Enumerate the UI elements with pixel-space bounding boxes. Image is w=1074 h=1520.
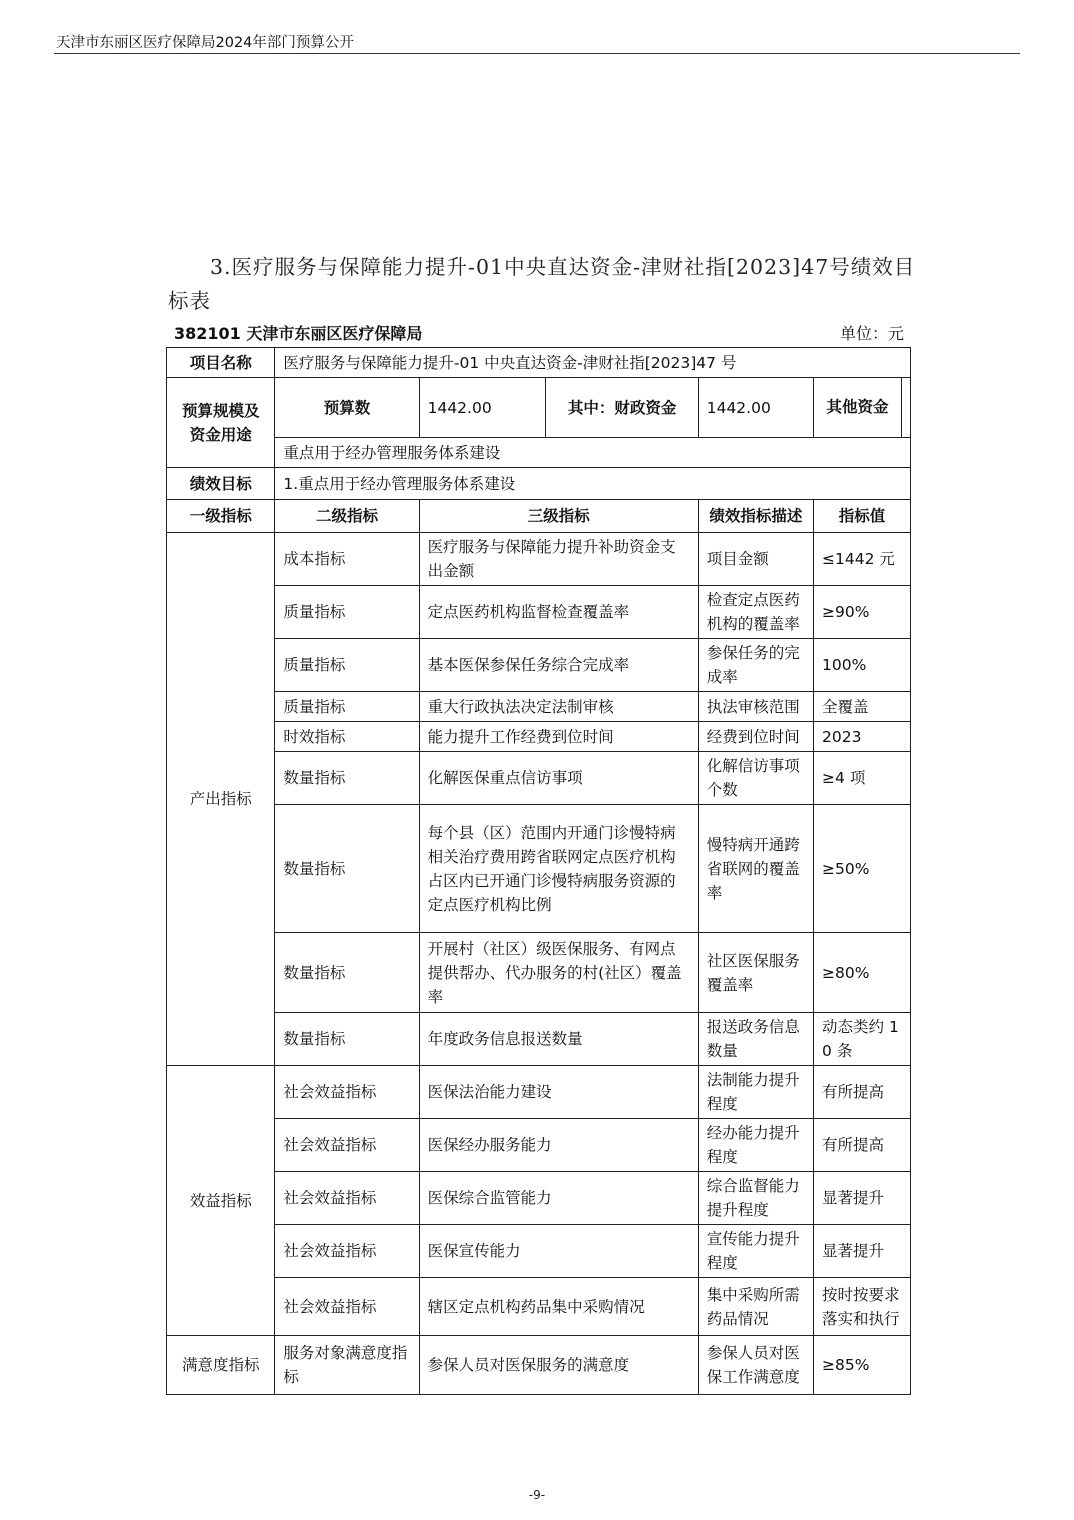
indicator-value: 动态类约 10 条: [814, 1013, 911, 1066]
budget-label: 预算规模及资金用途: [167, 378, 275, 468]
budget-num-value: 1442.00: [419, 378, 546, 438]
indicator-row: [167, 586, 911, 639]
column-header-row: [167, 500, 911, 533]
org-name: 382101 天津市东丽区医疗保障局: [174, 324, 423, 343]
level3-indicator: 辖区定点机构药品集中采购情况: [419, 1278, 698, 1336]
performance-table: [166, 347, 911, 1395]
indicator-description: 社区医保服务覆盖率: [698, 933, 813, 1013]
indicator-description: 集中采购所需药品情况: [698, 1278, 813, 1336]
indicator-row: [167, 1336, 911, 1395]
indicator-description: 慢特病开通跨省联网的覆盖率: [698, 805, 813, 933]
indicator-row: [167, 1119, 911, 1172]
indicator-description: 检查定点医药机构的覆盖率: [698, 586, 813, 639]
indicator-row: [167, 1172, 911, 1225]
level2-indicator: 数量指标: [275, 805, 419, 933]
level3-indicator: 基本医保参保任务综合完成率: [419, 639, 698, 692]
level2-indicator: 社会效益指标: [275, 1225, 419, 1278]
level3-indicator: 医保经办服务能力: [419, 1119, 698, 1172]
level3-indicator: 开展村（社区）级医保服务、有网点提供帮办、代办服务的村(社区）覆盖率: [419, 933, 698, 1013]
usage-value: 重点用于经办管理服务体系建设: [275, 438, 911, 468]
col-header-value: 指标值: [814, 500, 911, 533]
indicator-description: 项目金额: [698, 533, 813, 586]
indicator-row: [167, 1066, 911, 1119]
indicator-value: ≥50%: [814, 805, 911, 933]
indicator-row: [167, 1225, 911, 1278]
level2-indicator: 社会效益指标: [275, 1066, 419, 1119]
col-header-level2: 二级指标: [275, 500, 419, 533]
other-funds-cell: [814, 378, 911, 438]
fiscal-label: 其中：财政资金: [546, 378, 698, 438]
indicator-value: ≥90%: [814, 586, 911, 639]
indicator-description: 综合监督能力提升程度: [698, 1172, 813, 1225]
level3-indicator: 化解医保重点信访事项: [419, 752, 698, 805]
level2-indicator: 服务对象满意度指标: [275, 1336, 419, 1395]
fiscal-value: 1442.00: [698, 378, 813, 438]
indicator-value: 100%: [814, 639, 911, 692]
indicator-value: 显著提升: [814, 1225, 911, 1278]
level1-indicator: 产出指标: [167, 533, 275, 1066]
indicator-value: 按时按要求落实和执行: [814, 1278, 911, 1336]
indicator-value: ≥80%: [814, 933, 911, 1013]
indicator-description: 执法审核范围: [698, 692, 813, 722]
level3-indicator: 定点医药机构监督检查覆盖率: [419, 586, 698, 639]
goal-label: 绩效目标: [167, 468, 275, 500]
project-name-label: 项目名称: [167, 348, 275, 378]
level2-indicator: 质量指标: [275, 586, 419, 639]
level2-indicator: 质量指标: [275, 639, 419, 692]
level2-indicator: 质量指标: [275, 692, 419, 722]
col-header-description: 绩效指标描述: [698, 500, 813, 533]
indicator-description: 经办能力提升程度: [698, 1119, 813, 1172]
level3-indicator: 医保法治能力建设: [419, 1066, 698, 1119]
indicator-value: 有所提高: [814, 1119, 911, 1172]
indicator-value: ≥85%: [814, 1336, 911, 1395]
budget-row: [167, 378, 911, 438]
indicator-value: 有所提高: [814, 1066, 911, 1119]
indicator-row: [167, 752, 911, 805]
indicator-row: [167, 1013, 911, 1066]
level2-indicator: 社会效益指标: [275, 1119, 419, 1172]
level2-indicator: 时效指标: [275, 722, 419, 752]
project-name-row: [167, 348, 911, 378]
indicator-row: [167, 692, 911, 722]
level1-indicator: 效益指标: [167, 1066, 275, 1336]
level2-indicator: 社会效益指标: [275, 1172, 419, 1225]
indicator-description: 宣传能力提升程度: [698, 1225, 813, 1278]
level3-indicator: 能力提升工作经费到位时间: [419, 722, 698, 752]
indicator-row: [167, 805, 911, 933]
indicator-description: 经费到位时间: [698, 722, 813, 752]
indicator-row: [167, 639, 911, 692]
indicator-description: 报送政务信息数量: [698, 1013, 813, 1066]
usage-row: [167, 438, 911, 468]
level2-indicator: 数量指标: [275, 1013, 419, 1066]
level3-indicator: 医疗服务与保障能力提升补助资金支出金额: [419, 533, 698, 586]
goal-row: [167, 468, 911, 500]
header-divider: [54, 53, 1020, 54]
indicator-value: ≥4 项: [814, 752, 911, 805]
indicator-value: 全覆盖: [814, 692, 911, 722]
budget-num-label: 预算数: [275, 378, 419, 438]
page-number: -9-: [528, 1488, 546, 1502]
level2-indicator: 数量指标: [275, 933, 419, 1013]
level3-indicator: 重大行政执法决定法制审核: [419, 692, 698, 722]
indicator-description: 化解信访事项个数: [698, 752, 813, 805]
indicator-description: 法制能力提升程度: [698, 1066, 813, 1119]
col-header-level1: 一级指标: [167, 500, 275, 533]
level3-indicator: 参保人员对医保服务的满意度: [419, 1336, 698, 1395]
level3-indicator: 医保宣传能力: [419, 1225, 698, 1278]
indicator-row: [167, 533, 911, 586]
other-funds-label: 其他资金: [814, 378, 902, 437]
level3-indicator: 每个县（区）范围内开通门诊慢特病相关治疗费用跨省联网定点医疗机构占区内已开通门诊慢特病服务资源的定点医疗机构比例: [419, 805, 698, 933]
level2-indicator: 社会效益指标: [275, 1278, 419, 1336]
col-header-level3: 三级指标: [419, 500, 698, 533]
level2-indicator: 数量指标: [275, 752, 419, 805]
indicator-row: [167, 1278, 911, 1336]
level3-indicator: 医保综合监管能力: [419, 1172, 698, 1225]
indicator-row: [167, 933, 911, 1013]
indicator-description: 参保任务的完成率: [698, 639, 813, 692]
indicator-value: 显著提升: [814, 1172, 911, 1225]
unit-label: 单位：元: [839, 324, 904, 343]
level3-indicator: 年度政务信息报送数量: [419, 1013, 698, 1066]
level2-indicator: 成本指标: [275, 533, 419, 586]
project-name-value: 医疗服务与保障能力提升-01 中央直达资金-津财社指[2023]47 号: [275, 348, 911, 378]
indicator-description: 参保人员对医保工作满意度: [698, 1336, 813, 1395]
indicator-value: 2023: [814, 722, 911, 752]
indicator-row: [167, 722, 911, 752]
table-meta: [174, 321, 904, 345]
indicator-value: ≤1442 元: [814, 533, 911, 586]
page-header: 天津市东丽区医疗保障局2024年部门预算公开: [56, 35, 354, 51]
goal-value: 1.重点用于经办管理服务体系建设: [275, 468, 911, 500]
level1-indicator: 满意度指标: [167, 1336, 275, 1395]
table-title: 3.医疗服务与保障能力提升-01中央直达资金-津财社指[2023]47号绩效目标表: [168, 255, 916, 313]
